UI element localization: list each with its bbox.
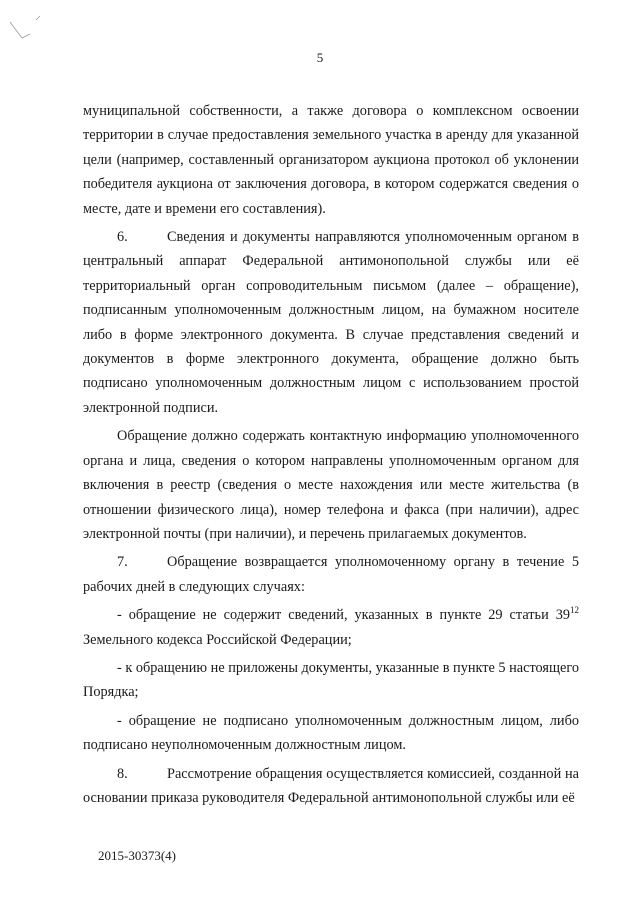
- paragraph-text: - обращение не подписано уполномоченным должностным лицом, либо подписано неуполномоченным должностным лицом.: [83, 712, 579, 754]
- paragraph-continuation: [83, 99, 579, 221]
- superscript: 12: [570, 605, 579, 616]
- item-number: 8.: [117, 765, 128, 782]
- paragraph-contact-info: [83, 424, 579, 546]
- paragraph-text: Рассмотрение обращения осуществляется комиссией, созданной на основании приказа руководителя Федеральной антимонопольной службы или её: [83, 765, 579, 806]
- scan-artifact-mark: [8, 14, 48, 44]
- paragraph-text: Земельного кодекса Российской Федерации;: [83, 631, 352, 648]
- paragraph-item-6: [83, 225, 579, 420]
- document-code: 2015-30373(4): [98, 848, 176, 863]
- paragraph-text: - обращение не содержит сведений, указанных в пункте 29 статьи 39: [117, 607, 570, 624]
- page-number: 5: [316, 50, 324, 65]
- paragraph-text: Сведения и документы направляются уполномоченным органом в центральный аппарат Федеральной антимонопольной службы или её территориальный орган сопроводительным письмом (далее – обращение), подписанным уполномоченным должностным лицом, на бумажном носителе либо в форме электронного документа. В случае представления сведений и документов в форме электронного документа, обращение должно быть подписано уполномоченным должностным лицом с использованием простой электронной подписи.: [83, 229, 579, 416]
- paragraph-text: - к обращению не приложены документы, указанные в пункте 5 настоящего Порядка;: [83, 659, 580, 701]
- item-number: 6.: [117, 229, 128, 246]
- list-item-case-2: [83, 656, 579, 705]
- list-item-case-3: [83, 709, 579, 758]
- paragraph-item-8: [83, 762, 579, 811]
- paragraph-text: Обращение должно содержать контактную информацию уполномоченного органа и лица, сведения о котором направлены уполномоченным органом для включения в реестр (сведения о месте нахождения или месте жительства (в отношении физического лица), номер телефона и факса (при наличии), адрес электронной почты (при наличии), и перечень прилагаемых документов.: [83, 428, 579, 542]
- paragraph-text: Обращение возвращается уполномоченному органу в течение 5 рабочих дней в следующих случаях:: [83, 554, 579, 595]
- paragraph-text: муниципальной собственности, а также договора о комплексном освоении территории в случае предоставления земельного участка в аренду для указанной цели (например, составленный организатором аукциона протокол об уклонении победителя аукциона от заключения договора, в котором содержатся сведения о месте, дате и времени его составления).: [83, 103, 579, 217]
- document-body: [83, 99, 579, 814]
- paragraph-item-7: [83, 550, 579, 599]
- list-item-case-1: [83, 603, 579, 652]
- item-number: 7.: [117, 554, 128, 571]
